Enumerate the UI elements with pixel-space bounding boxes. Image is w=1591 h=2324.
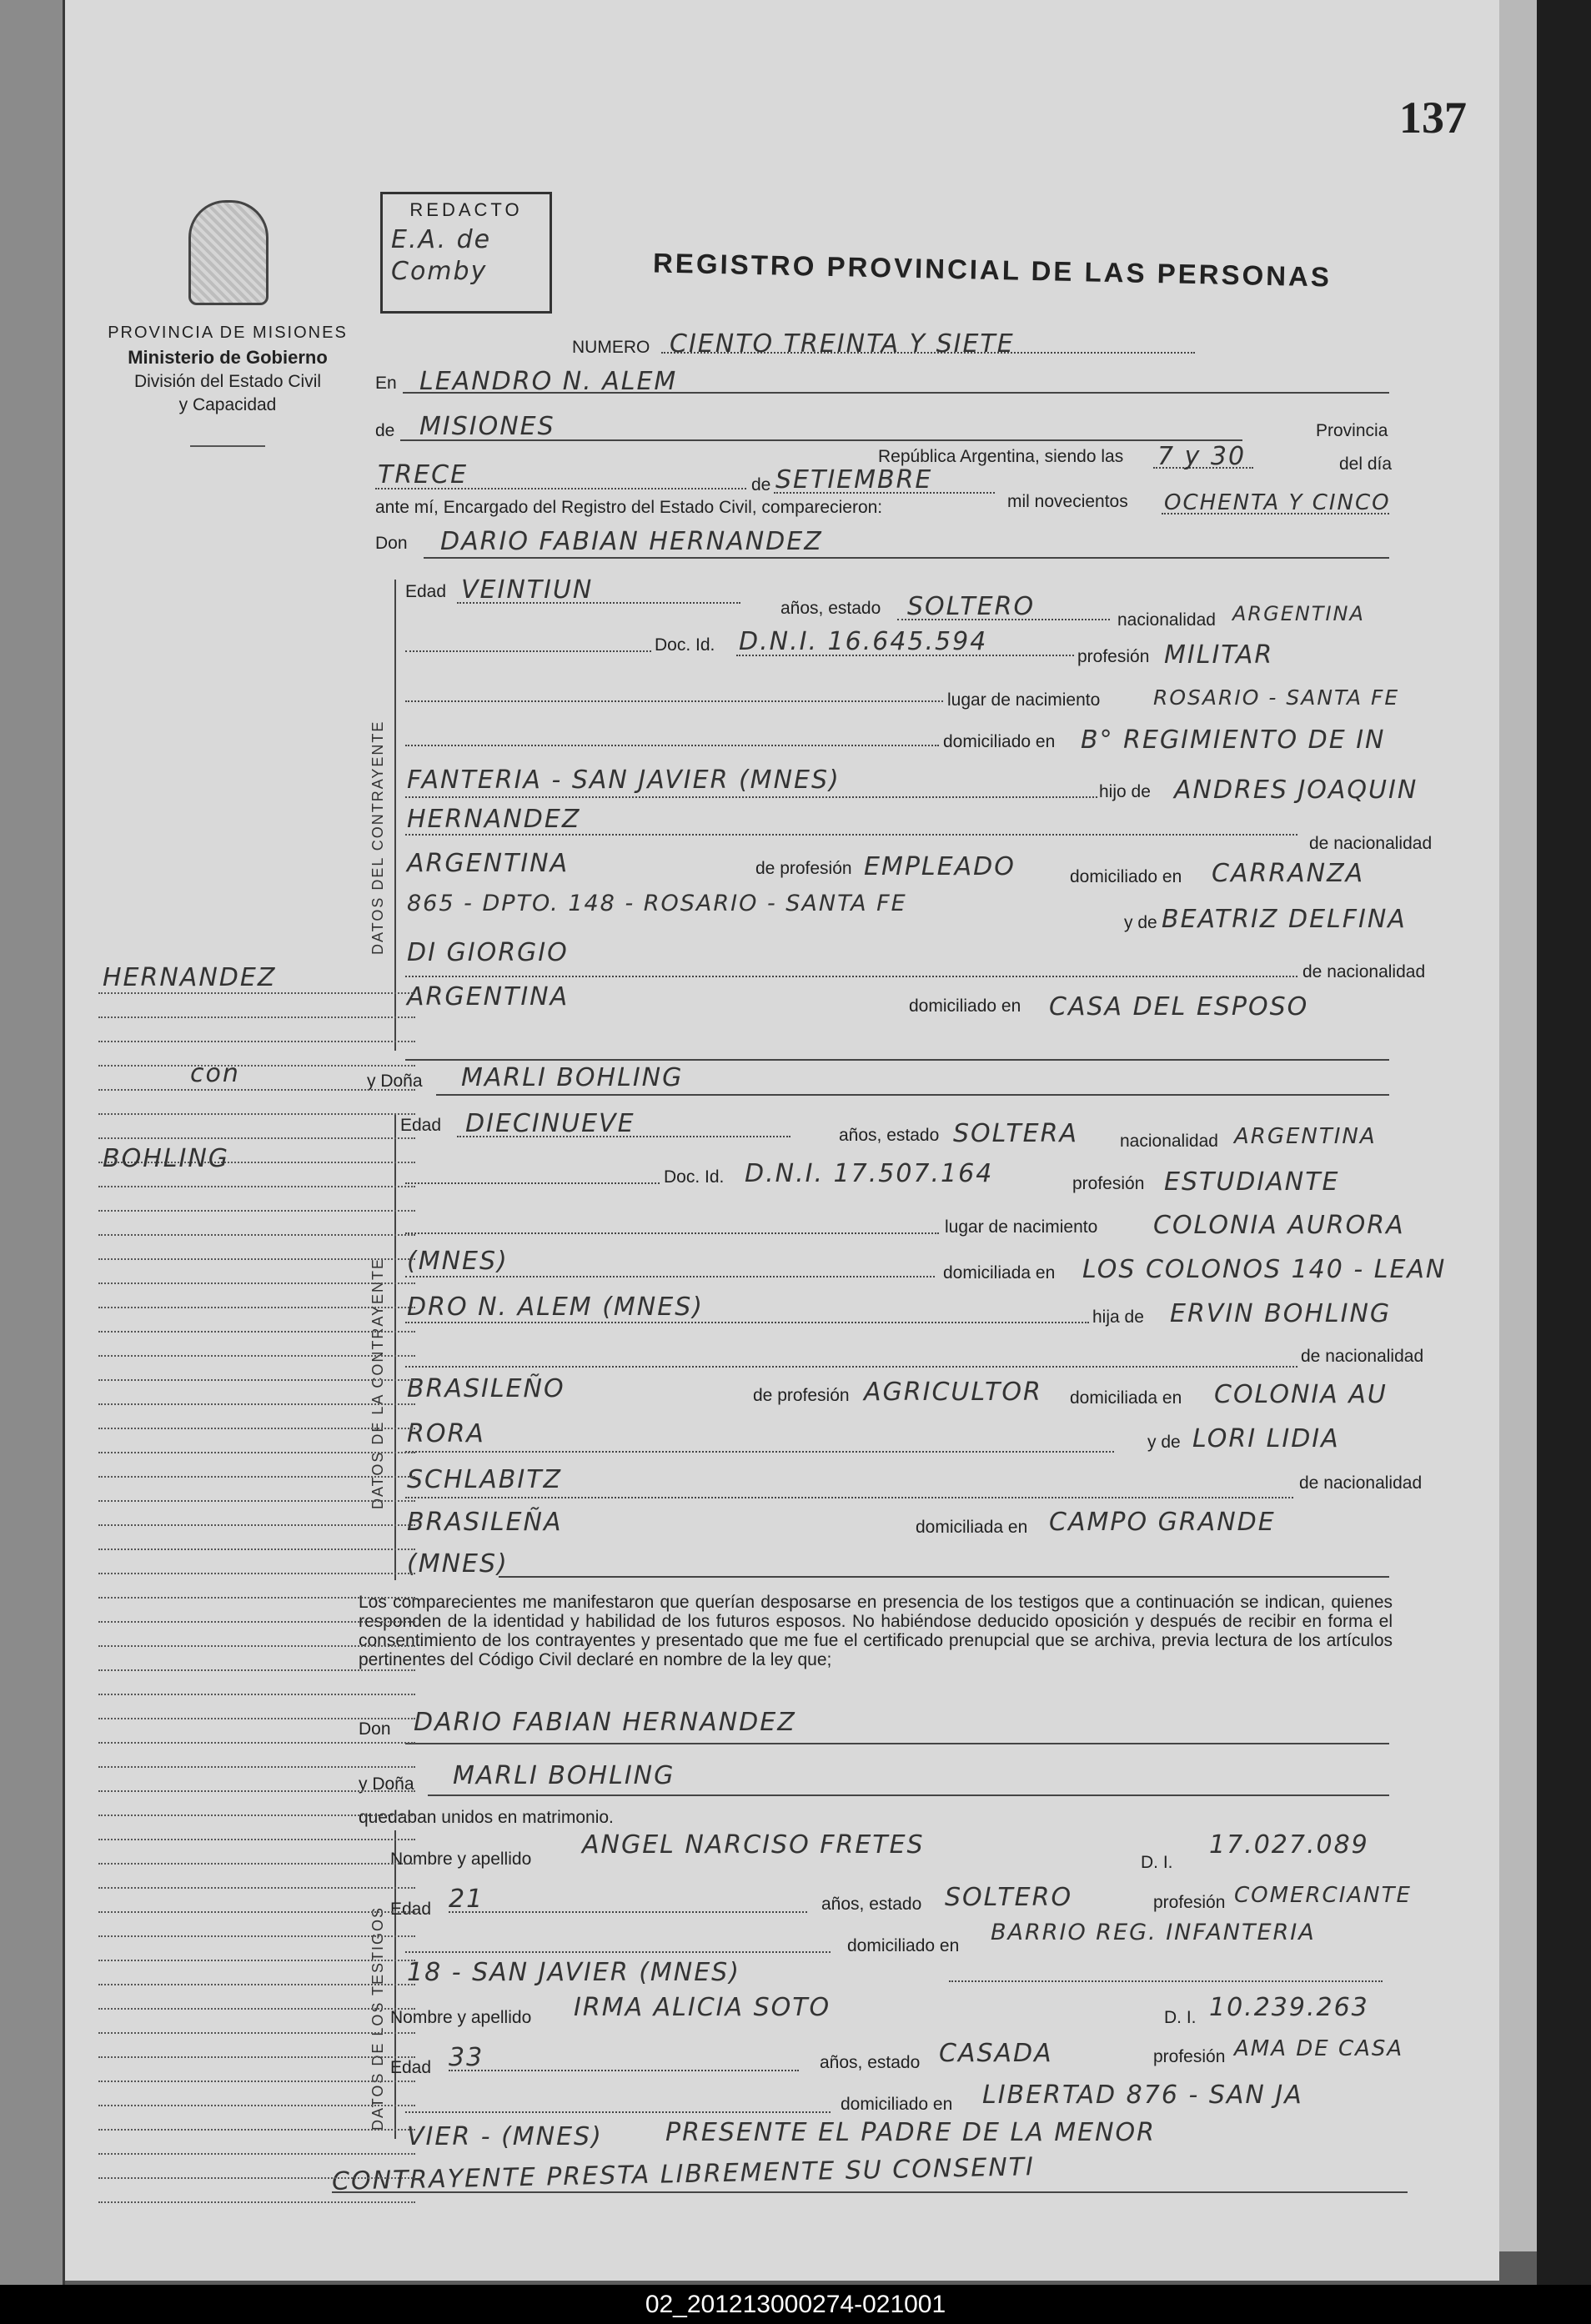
margin-rule-line <box>98 1887 415 1889</box>
w1-prof-label: profesión <box>1153 1893 1226 1912</box>
bride-status: SOLTERA <box>953 1119 1078 1148</box>
margin-rule-line <box>98 2008 415 2010</box>
groom-profession: MILITAR <box>1164 640 1274 670</box>
margin-rule-line <box>98 1234 415 1236</box>
margin-rule-line <box>98 1137 415 1139</box>
groom-block-end-line <box>405 1059 1389 1061</box>
bride-name: MARLI BOHLING <box>461 1063 684 1092</box>
w1-profession: COMERCIANTE <box>1234 1883 1412 1908</box>
bride-address-2: DRO N. ALEM (MNES) <box>407 1293 704 1322</box>
groom-bracket <box>394 580 396 1051</box>
stamp-label: REDACTO <box>409 199 523 220</box>
margin-rule-line <box>98 1984 415 1985</box>
margin-rule-line <box>98 1355 415 1357</box>
margin-rule-line <box>98 1766 415 1768</box>
bride-mother-pre-line <box>405 1451 1114 1453</box>
register-page <box>65 0 1499 2281</box>
margin-rule-line <box>98 1041 415 1042</box>
w2-profession: AMA DE CASA <box>1234 2036 1404 2061</box>
bride-father-dom-label: domiciliada en <box>1070 1388 1182 1408</box>
w1-name-label: Nombre y apellido <box>390 1850 532 1869</box>
groom-doc-pre-line <box>405 650 651 652</box>
act-number: CIENTO TREINTA Y SIETE <box>670 329 1015 359</box>
margin-rule-line <box>98 1065 415 1067</box>
groom-dom2-line <box>405 796 1097 798</box>
bride-mother-1: LORI LIDIA <box>1192 1424 1340 1453</box>
groom-father-address-1: CARRANZA <box>1212 859 1365 888</box>
bride-doc-pre-line <box>405 1182 660 1184</box>
w1-edad-line <box>449 1911 807 1913</box>
margin-rule-line <box>98 1621 415 1623</box>
bride-estado-label: años, estado <box>839 1126 940 1145</box>
bride-birthplace: COLONIA AURORA <box>1153 1211 1405 1240</box>
bride-mother-2: SCHLABITZ <box>407 1465 563 1494</box>
don-label: Don <box>375 534 408 553</box>
groom-estado-label: años, estado <box>780 599 881 618</box>
w2-edad-line <box>449 2070 799 2071</box>
margin-rule-line <box>98 1258 415 1260</box>
margin-rule-line <box>98 1790 415 1792</box>
margin-rule-line <box>98 1597 415 1599</box>
groom-birthplace: ROSARIO - SANTA FE <box>1153 685 1400 710</box>
groom-mother-label: y de <box>1124 913 1157 932</box>
bride-bracket <box>394 1113 396 1580</box>
note-line-2: CONTRAYENTE PRESTA LIBREMENTE SU CONSENTI <box>331 2152 1036 2196</box>
margin-rule-line <box>98 1718 415 1719</box>
margin-rule-line <box>98 1960 415 1961</box>
margin-rule-line <box>98 1016 415 1018</box>
margin-rule-line <box>98 1452 415 1453</box>
dona-line <box>436 1094 1389 1096</box>
bride-mother-dom-label: domiciliada en <box>916 1518 1028 1537</box>
bride-profession: ESTUDIANTE <box>1164 1167 1340 1197</box>
w1-estado-label: años, estado <box>821 1895 922 1914</box>
w1-name: ANGEL NARCISO FRETES <box>582 1830 925 1860</box>
bride-mother2-line <box>405 1497 1293 1498</box>
final-dona-line <box>428 1794 1389 1796</box>
act-day: TRECE <box>378 460 469 489</box>
margin-rule-line <box>98 1089 415 1091</box>
don-line <box>424 557 1389 559</box>
groom-father-1: ANDRES JOAQUIN <box>1174 776 1418 805</box>
margin-rule-line <box>98 1210 415 1212</box>
final-groom-name: DARIO FABIAN HERNANDEZ <box>414 1708 796 1737</box>
act-place: LEANDRO N. ALEM <box>419 367 678 396</box>
final-don-label: Don <box>359 1719 391 1739</box>
groom-nac-label: nacionalidad <box>1117 610 1216 630</box>
groom-father-profession: EMPLEADO <box>864 852 1016 881</box>
mil-novecientos-label: mil novecientos <box>1007 492 1128 511</box>
w2-prof-label: profesión <box>1153 2047 1226 2066</box>
bride-lugar-pre-line <box>405 1232 939 1234</box>
w2-name-label: Nombre y apellido <box>390 2008 532 2027</box>
page-number: 137 <box>1399 93 1467 143</box>
side-label-contrayenta: DATOS DE LA CONTRAYENTE <box>369 1257 386 1509</box>
final-dona-label: y Doña <box>359 1774 414 1794</box>
act-year: OCHENTA Y CINCO <box>1164 490 1391 515</box>
margin-rule-line <box>98 1282 415 1284</box>
act-month: SETIEMBRE <box>775 465 933 494</box>
margin-surname-1: HERNANDEZ <box>103 963 277 992</box>
margin-con: con <box>190 1059 240 1088</box>
dona-label: y Doña <box>367 1072 423 1091</box>
w2-age: 33 <box>449 2043 484 2072</box>
bride-birthplace-2: (MNES) <box>407 1247 509 1276</box>
margin-rule-line <box>98 1524 415 1526</box>
w2-di-label: D. I. <box>1164 2008 1197 2027</box>
margin-rule-line <box>98 1500 415 1502</box>
final-bride-name: MARLI BOHLING <box>453 1761 675 1790</box>
bride-father-address-2: RORA <box>407 1419 485 1448</box>
stamp-handwriting: E.A. de Comby <box>391 225 492 286</box>
margin-rule-line <box>98 1694 415 1695</box>
margin-rule-line <box>98 2129 415 2131</box>
bride-block-end-line <box>499 1576 1389 1578</box>
w1-address-2: 18 - SAN JAVIER (MNES) <box>407 1958 740 1987</box>
bride-edad-label: Edad <box>400 1116 442 1135</box>
book-binding <box>1537 0 1591 2285</box>
redacto-stamp <box>380 192 552 314</box>
bride-mother-address-2: (MNES) <box>407 1549 509 1579</box>
bride-prof-label: profesión <box>1072 1174 1145 1193</box>
groom-nationality: ARGENTINA <box>1232 602 1365 625</box>
w1-status: SOLTERO <box>945 1883 1073 1912</box>
groom-father-2: HERNANDEZ <box>407 805 581 834</box>
bride-father-prof-label: de profesión <box>753 1386 850 1405</box>
groom-mother-dom-label: domiciliado en <box>909 996 1021 1016</box>
groom-hijo-label: hijo de <box>1099 782 1151 801</box>
margin-rule-line <box>98 1113 415 1115</box>
w2-di: 10.239.263 <box>1209 1993 1369 2022</box>
register-title: REGISTRO PROVINCIAL DE LAS PERSONAS <box>652 247 1333 293</box>
groom-father-nac-label: de nacionalidad <box>1309 834 1433 853</box>
groom-mother-nationality: ARGENTINA <box>407 982 570 1011</box>
margin-rule-line <box>98 1742 415 1744</box>
w2-dom-pre-line <box>405 2111 831 2113</box>
bride-dom2-line <box>405 1322 1089 1323</box>
margin-rule-line <box>98 2153 415 2155</box>
final-don-line <box>405 1743 1389 1744</box>
margin-rule-line <box>98 1186 415 1187</box>
margin-rule-line <box>98 2201 415 2203</box>
groom-father-prof-label: de profesión <box>755 859 852 878</box>
groom-father2-line <box>405 834 1297 836</box>
en-label: En <box>375 374 397 393</box>
margin-rule-line <box>98 1403 415 1405</box>
margin-rule-line <box>98 1548 415 1550</box>
margin-rule-line <box>98 1935 415 1937</box>
de-label: de <box>375 421 395 440</box>
org-ministry: Ministerio de Gobierno <box>128 347 328 368</box>
bride-father-address-1: COLONIA AU <box>1214 1380 1388 1409</box>
margin-rule-line <box>98 1669 415 1671</box>
province-seal-icon <box>188 200 269 305</box>
groom-name: DARIO FABIAN HERNANDEZ <box>440 527 823 556</box>
groom-father-dom-label: domiciliado en <box>1070 867 1182 886</box>
act-province: MISIONES <box>419 412 555 441</box>
margin-rule-line <box>98 1839 415 1840</box>
bride-father: ERVIN BOHLING <box>1170 1299 1392 1328</box>
bride-hija-label: hija de <box>1092 1308 1144 1327</box>
margin-rule-line <box>98 1428 415 1429</box>
bride-father-profession: AGRICULTOR <box>864 1378 1042 1407</box>
w1-age: 21 <box>449 1885 484 1914</box>
numero-label: NUMERO <box>572 338 650 357</box>
bride-age: DIECINUEVE <box>465 1109 635 1138</box>
margin-rule-line <box>98 1379 415 1381</box>
groom-mother-2: DI GIORGIO <box>407 938 569 967</box>
groom-lugar-label: lugar de nacimiento <box>947 690 1101 710</box>
note-line-1: PRESENTE EL PADRE DE LA MENOR <box>665 2118 1157 2147</box>
groom-mother-address: CASA DEL ESPOSO <box>1049 992 1309 1021</box>
republica-label: República Argentina, siendo las <box>878 447 1124 466</box>
w1-address-1: BARRIO REG. INFANTERIA <box>991 1920 1316 1945</box>
bride-lugar-label: lugar de nacimiento <box>945 1217 1098 1237</box>
w2-status: CASADA <box>939 2039 1053 2068</box>
groom-lugar-pre-line <box>405 700 943 702</box>
w2-address-2: VIER - (MNES) <box>407 2122 603 2151</box>
groom-doc: D.N.I. 16.645.594 <box>739 627 988 656</box>
bride-doc-label: Doc. Id. <box>664 1167 725 1187</box>
bride-dom-label: domiciliada en <box>943 1263 1056 1282</box>
margin-rule-line <box>98 1911 415 1913</box>
margin-rule-line <box>98 1573 415 1574</box>
margin-rule-line <box>98 2081 415 2082</box>
page-stack-edge <box>1499 0 1537 2251</box>
left-page-edge <box>0 0 65 2285</box>
org-divider <box>190 445 265 447</box>
margin-rule-line <box>98 1645 415 1647</box>
margin-rule-line <box>98 1815 415 1816</box>
file-id-footer: 02_201213000274-021001 <box>0 2285 1591 2324</box>
margin-rule-line <box>98 1863 415 1865</box>
groom-mother-nac-label: de nacionalidad <box>1302 962 1426 981</box>
margin-rule-line <box>98 1331 415 1333</box>
w1-edad-label: Edad <box>390 1900 432 1919</box>
margin-rule-line <box>98 2032 415 2034</box>
groom-dom-label: domiciliado en <box>943 732 1056 751</box>
bride-mother-nationality: BRASILEÑA <box>407 1508 563 1537</box>
de-mes-label: de <box>751 475 771 494</box>
bride-nac-label: nacionalidad <box>1120 1132 1218 1151</box>
w1-di-label: D. I. <box>1141 1853 1173 1872</box>
declaration-paragraph: Los comparecientes me manifestaron que querían desposarse en presencia de los testigos que a continuación se indican, quienes responden de la identidad y habilidad de los futuros esposos. No habiéndose deducido oposición y después de recibir en forma el consentimiento de los contrayentes y presentado que me fue el certificado prenupcial que se archiva, previa lectura de los artículos pertinentes del Código Civil declaré en nombre de la ley que; <box>359 1593 1393 1669</box>
org-division: División del Estado Civil <box>133 372 322 391</box>
act-time: 7 y 30 <box>1157 442 1247 471</box>
bride-dom-pre-line <box>405 1276 935 1277</box>
w2-edad-label: Edad <box>390 2058 432 2077</box>
quedaban-text: quedaban unidos en matrimonio. <box>359 1808 614 1827</box>
bride-father-nationality: BRASILEÑO <box>407 1374 565 1403</box>
margin-rule-line <box>98 1307 415 1308</box>
groom-prof-label: profesión <box>1077 647 1150 666</box>
side-label-contrayente: DATOS DEL CONTRAYENTE <box>369 720 386 955</box>
side-label-testigos: DATOS DE LOS TESTIGOS <box>369 1905 386 2131</box>
margin-surname-2: BOHLING <box>103 1144 230 1173</box>
w2-name: IRMA ALICIA SOTO <box>574 1993 831 2022</box>
groom-dom-pre-line <box>405 745 939 746</box>
bride-mother-address: CAMPO GRANDE <box>1049 1508 1276 1537</box>
groom-father-nationality: ARGENTINA <box>407 849 570 878</box>
w1-di: 17.027.089 <box>1209 1830 1369 1860</box>
margin-rule-line <box>98 2056 415 2058</box>
w1-dom-pre-line <box>405 1951 831 1953</box>
groom-age: VEINTIUN <box>461 575 594 605</box>
margin-rule-line <box>98 1476 415 1478</box>
provincia-label: Provincia <box>1316 421 1388 440</box>
org-capacity: y Capacidad <box>178 395 277 414</box>
groom-mother2-line <box>405 976 1297 977</box>
w2-estado-label: años, estado <box>820 2053 921 2072</box>
groom-address-2: FANTERIA - SAN JAVIER (MNES) <box>407 765 841 795</box>
org-province: PROVINCIA DE MISIONES <box>108 324 348 342</box>
w1-dom-label: domiciliado en <box>847 1936 960 1955</box>
groom-status: SOLTERO <box>907 592 1036 621</box>
groom-address-1: B° REGIMIENTO DE IN <box>1081 725 1386 755</box>
bride-mother-nac-label: de nacionalidad <box>1299 1473 1423 1493</box>
bride-father2-line <box>405 1366 1297 1368</box>
bride-nationality: ARGENTINA <box>1234 1124 1377 1149</box>
note-underline <box>332 2191 1408 2193</box>
margin-rule-line <box>98 2177 415 2179</box>
groom-edad-label: Edad <box>405 582 447 601</box>
bride-mother-label: y de <box>1147 1433 1181 1452</box>
margin-rule-line <box>98 992 415 994</box>
bride-address-1: LOS COLONOS 140 - LEAN <box>1082 1255 1447 1284</box>
del-dia-label: del día <box>1339 454 1393 474</box>
groom-father-address-2: 865 - DPTO. 148 - ROSARIO - SANTA FE <box>407 891 907 916</box>
margin-rule-line <box>98 2105 415 2106</box>
w2-address-1: LIBERTAD 876 - SAN JA <box>982 2081 1303 2110</box>
groom-doc-label: Doc. Id. <box>655 635 715 655</box>
w2-dom-label: domiciliado en <box>841 2095 953 2114</box>
w1-dom2-line <box>949 1980 1383 1982</box>
ante-mi-text: ante mí, Encargado del Registro del Estado Civil, comparecieron: <box>375 498 883 517</box>
bride-father-nac-label: de nacionalidad <box>1301 1347 1424 1366</box>
bride-doc: D.N.I. 17.507.164 <box>745 1159 994 1188</box>
groom-mother-1: BEATRIZ DELFINA <box>1162 905 1407 934</box>
